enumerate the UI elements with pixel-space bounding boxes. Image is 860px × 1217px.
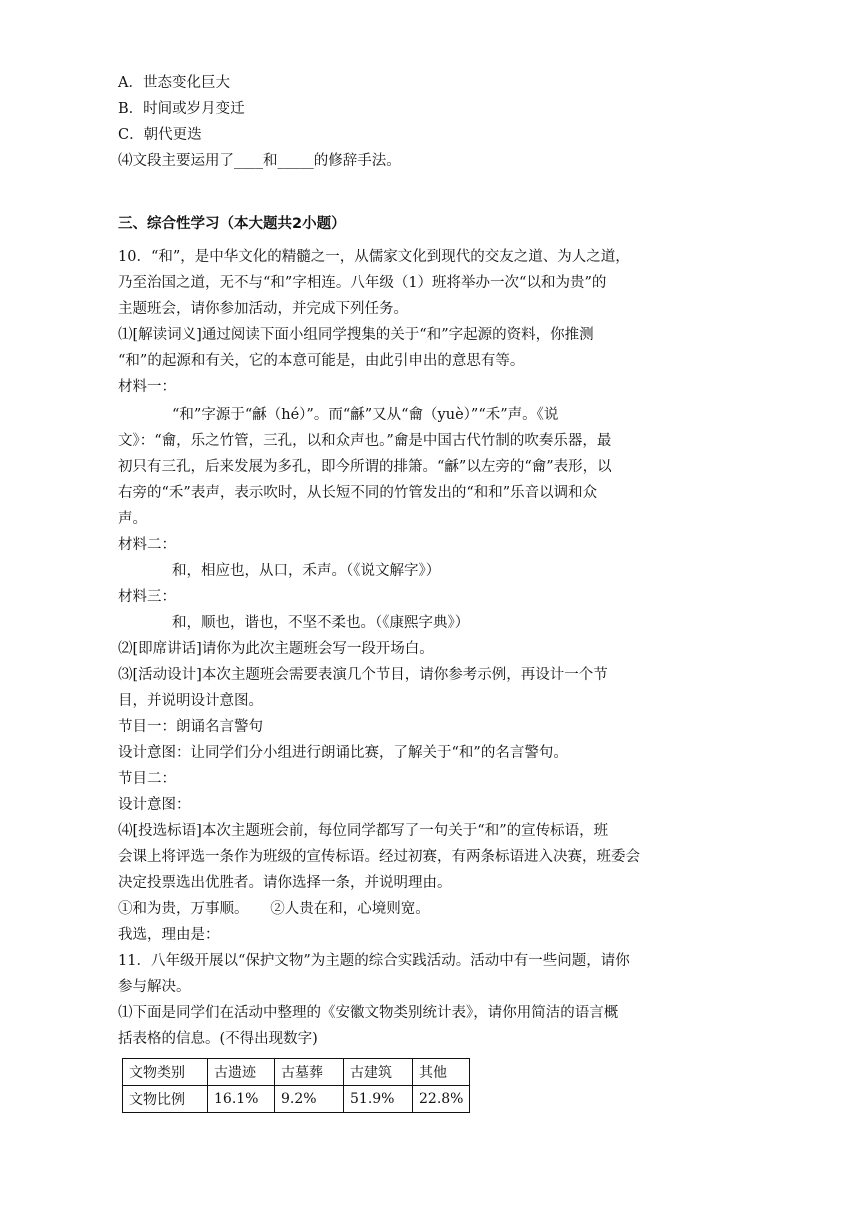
task-4-line-1: ⑷[投选标语]本次主题班会前，每位同学都写了一句关于“和”的宣传标语，班	[118, 823, 609, 839]
option-b: B．时间或岁月变迁	[118, 101, 245, 117]
question-11-line-2: 参与解决。	[118, 979, 191, 995]
material-2-text: 和，相应也，从口，禾声。（《说文解字》）	[172, 563, 441, 579]
section-heading: 三、综合性学习（本大题共2小题）	[118, 216, 346, 232]
program-2: 节目二：	[118, 771, 176, 787]
table-cell: 古墓葬	[275, 1059, 344, 1086]
slogan-choice: 我选，理由是：	[118, 927, 220, 943]
material-1-line-2: 文》：“龠，乐之竹管，三孔，以和众声也。”龠是中国古代竹制的吹奏乐器，最	[118, 433, 612, 449]
table-cell: 文物比例	[123, 1086, 208, 1113]
table-cell: 9.2%	[275, 1086, 344, 1113]
table-row	[123, 1086, 470, 1113]
material-1-line-3: 初只有三孔，后来发展为多孔，即今所谓的排箫。“龢”以左旁的“龠”表形，以	[118, 459, 612, 475]
material-1-label: 材料一：	[118, 379, 176, 395]
program-2-intent: 设计意图：	[118, 797, 191, 813]
question-9-4: ⑷文段主要运用了____和_____的修辞手法。	[118, 153, 401, 169]
relic-statistics-table	[122, 1058, 470, 1113]
question-10-intro-line-3: 主题班会，请你参加活动，并完成下列任务。	[118, 301, 408, 317]
slogan-options: ①和为贵，万事顺。 ②人贵在和，心境则宽。	[118, 901, 430, 917]
table-cell: 其他	[413, 1059, 470, 1086]
task-3-line-1: ⑶[活动设计]本次主题班会需要表演几个节目，请你参考示例，再设计一个节	[118, 667, 608, 683]
task-4-line-3: 决定投票选出优胜者。请你选择一条，并说明理由。	[118, 875, 452, 891]
question-11-task-1-line-1: ⑴下面是同学们在活动中整理的《安徽文物类别统计表》，请你用简洁的语言概	[118, 1005, 619, 1021]
question-11-line-1: 11．八年级开展以“保护文物”为主题的综合实践活动。活动中有一些问题，请你	[118, 953, 630, 969]
table-cell: 古建筑	[344, 1059, 413, 1086]
program-1-intent: 设计意图：让同学们分小组进行朗诵比赛，了解关于“和”的名言警句。	[118, 745, 568, 761]
material-1-line-4: 右旁的“禾”表声，表示吹时，从长短不同的竹管发出的“和和”乐音以调和众	[118, 485, 598, 501]
task-2: ⑵[即席讲话]请你为此次主题班会写一段开场白。	[118, 641, 434, 657]
table-cell: 文物类别	[123, 1059, 208, 1086]
option-a: A．世态变化巨大	[118, 75, 230, 91]
option-c: C．朝代更迭	[118, 127, 202, 143]
material-1-line-1: “和”字源于“龢（hé）”。而“龢”又从“龠（yuè）”“禾”声。《说	[172, 407, 559, 423]
table-row	[123, 1059, 470, 1086]
question-10-intro-line-1: 10．“和”，是中华文化的精髓之一，从儒家文化到现代的交友之道、为人之道，	[118, 249, 630, 265]
material-3-text: 和，顺也，谐也，不坚不柔也。（《康熙字典》）	[172, 615, 470, 631]
task-1-line-1: ⑴[解读词义]通过阅读下面小组同学搜集的关于“和”字起源的资料，你推测	[118, 327, 594, 343]
task-3-line-2: 目，并说明设计意图。	[118, 693, 263, 709]
table-cell: 22.8%	[413, 1086, 470, 1113]
task-1-line-2: “和”的起源和有关，它的本意可能是，由此引申出的意思有等。	[118, 353, 525, 369]
table-cell: 16.1%	[208, 1086, 275, 1113]
table-cell: 古遗迹	[208, 1059, 275, 1086]
question-10-intro-line-2: 乃至治国之道，无不与“和”字相连。八年级（1）班将举办一次“以和为贵”的	[118, 275, 607, 291]
material-3-label: 材料三：	[118, 589, 176, 605]
question-11-task-1-line-2: 括表格的信息。(不得出现数字)	[118, 1031, 318, 1047]
task-4-line-2: 会课上将评选一条作为班级的宣传标语。经过初赛，有两条标语进入决赛，班委会	[118, 849, 640, 865]
table-cell: 51.9%	[344, 1086, 413, 1113]
material-2-label: 材料二：	[118, 537, 176, 553]
material-1-line-5: 声。	[118, 511, 147, 527]
program-1: 节目一：朗诵名言警句	[118, 719, 263, 735]
